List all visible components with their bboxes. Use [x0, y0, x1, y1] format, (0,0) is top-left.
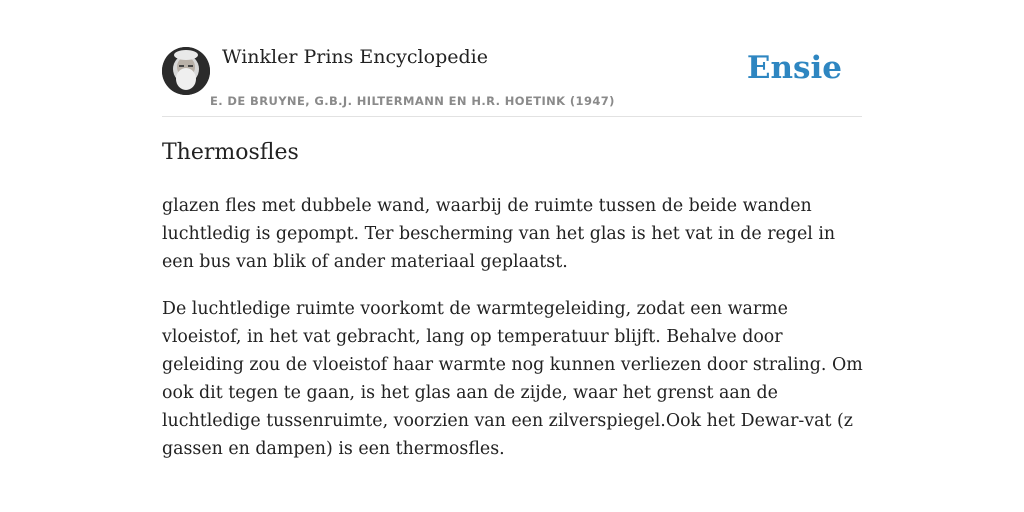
- article-title: Thermosfles: [162, 140, 299, 165]
- source-header: [162, 44, 862, 117]
- author-credits: E. DE BRUYNE, G.B.J. HILTERMANN EN H.R. HOETINK (1947): [210, 94, 615, 108]
- article-paragraph: glazen fles met dubbele wand, waarbij de ruimte tussen de beide wanden luchtledig is gepompt. Ter bescherming van het glas is het vat in de regel in een bus van blik of ander materiaal geplaatst.: [162, 196, 836, 272]
- article-paragraph: De luchtledige ruimte voorkomt de warmtegeleiding, zodat een warme vloeistof, in het vat gebracht, lang op temperatuur blijft. Behalve door geleiding zou de vloeistof haar warmte nog kunnen verliezen door straling. Om ook dit tegen te gaan, is het glas aan de zijde, waar het grenst aan de luchtledige tussenruimte, voorzien van een zilverspiegel.Ook het Dewar-vat (z gassen en dampen) is een thermosfles.: [162, 299, 863, 459]
- author-avatar: [162, 47, 210, 95]
- portrait-image: [162, 47, 210, 95]
- ensie-logo[interactable]: Ensie: [746, 50, 842, 86]
- encyclopedia-title[interactable]: Winkler Prins Encyclopedie: [222, 46, 488, 68]
- article-body: [162, 192, 868, 482]
